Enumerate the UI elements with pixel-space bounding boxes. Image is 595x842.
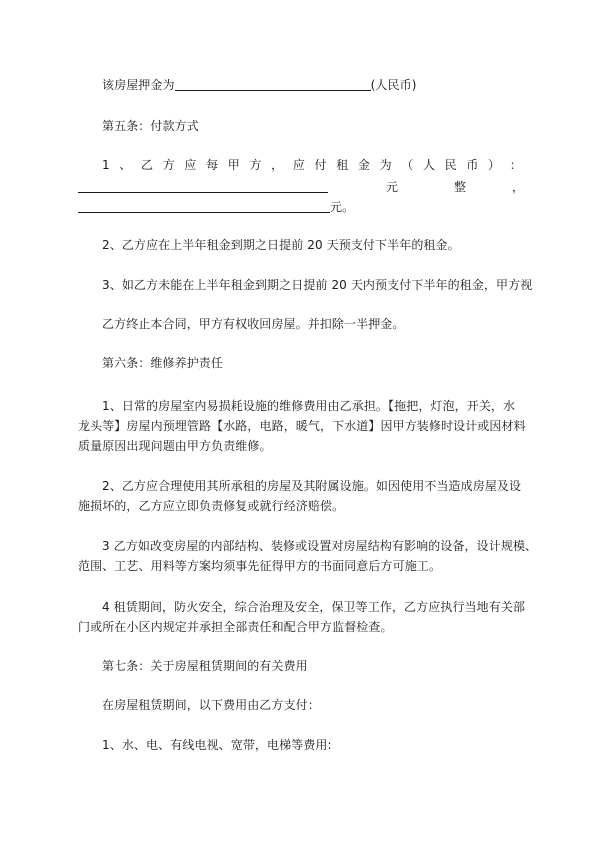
article6-item2-line1: 2、乙方应合理使用其所承租的房屋及其附属设施。如因使用不当造成房屋及设 — [102, 479, 522, 493]
article5-item1-char: ） — [488, 158, 501, 172]
article5-item1-char: 租 — [336, 158, 349, 172]
article5-item2: 2、乙方应在上半年租金到期之日提前 20 天预支付下半年的租金。 — [102, 238, 460, 252]
article5-item1-char: 人 — [422, 158, 436, 172]
article5-item1-char: 为 — [379, 158, 392, 172]
article5-item1-char: 应 — [292, 158, 305, 172]
article5-item1-char: 金 — [357, 158, 370, 172]
deposit-line — [102, 74, 522, 96]
article7-heading: 第七条：关于房屋租赁期间的有关费用 — [102, 659, 308, 673]
article6-item4-line1: 4 租赁期间，防火安全，综合治理及安全，保卫等工作，乙方应执行当地有关部 — [102, 600, 526, 614]
article5-item1-line2 — [78, 176, 525, 198]
article5-item1-line3 — [78, 196, 522, 218]
article6-item1-line1: 1、日常的房屋室内易损耗设施的维修费用由乙承担。【拖把，灯泡，开关，水 — [102, 399, 516, 413]
zheng-label: 整 — [454, 180, 467, 194]
deposit-amount-blank[interactable] — [175, 76, 371, 91]
article5-item1-char: ， — [271, 158, 284, 172]
article5-item1-char: 甲 — [227, 158, 240, 172]
article5-item1-char: 每 — [206, 158, 219, 172]
article5-item1-char: 付 — [314, 158, 327, 172]
article5-item1-char: 民 — [444, 158, 457, 172]
article6-item3-line1: 3 乙方如改变房屋的内部结构、装修或设置对房屋结构有影响的设备，设计规模、 — [102, 539, 538, 553]
article5-item1-char: ： — [509, 158, 522, 172]
article5-item1-char: 方 — [162, 158, 175, 172]
article6-item3-line2: 范围、工艺、用料等方案均须事先征得甲方的书面同意后方可施工。 — [78, 559, 442, 573]
rent-amount-uppercase-blank[interactable] — [78, 198, 330, 213]
article6-item1-line2: 龙头等】房屋内预埋管路【水路，电路，暖气，下水道】因甲方装修时设计或因材料 — [78, 419, 526, 433]
article5-item1-char: 币 — [466, 158, 479, 172]
article5-item1-line1 — [102, 154, 522, 176]
comma-label: ， — [512, 180, 525, 194]
deposit-suffix: (人民币) — [370, 78, 417, 92]
article5-item1-char: 乙 — [141, 158, 154, 172]
yuan-label: 元 — [386, 180, 399, 194]
article7-item1: 1、水、电、有线电视、宽带，电梯等费用: — [102, 738, 332, 752]
article5-item3-line2: 乙方终止本合同，甲方有权收回房屋。并扣除一半押金。 — [102, 317, 405, 331]
article5-item1-char: 应 — [184, 158, 197, 172]
article6-item4-line2: 门或所在小区内规定并承担全部责任和配合甲方监督检查。 — [78, 620, 393, 634]
article5-item3-line1: 3、如乙方未能在上半年租金到期之日提前 20 天内预支付下半年的租金，甲方视 — [102, 278, 533, 292]
article7-intro: 在房屋租赁期间，以下费用由乙方支付： — [102, 698, 320, 712]
article5-item1-char: 方 — [249, 158, 262, 172]
article5-item1-char: 1 — [102, 158, 110, 172]
article6-item2-line2: 施损坏的，乙方应立即负责修复或就行经济赔偿。 — [78, 499, 345, 513]
article6-item1-line3: 质量原因出现问题由甲方负责维修。 — [78, 439, 272, 453]
deposit-prefix: 该房屋押金为 — [102, 78, 175, 92]
article5-item1-char: 、 — [119, 158, 132, 172]
yuan-end-label: 元。 — [330, 200, 355, 214]
rent-amount-blank[interactable] — [78, 178, 328, 193]
article5-item1-char: （ — [401, 158, 414, 172]
article6-heading: 第六条：维修养护责任 — [102, 356, 224, 370]
article5-heading: 第五条：付款方式 — [102, 119, 199, 133]
